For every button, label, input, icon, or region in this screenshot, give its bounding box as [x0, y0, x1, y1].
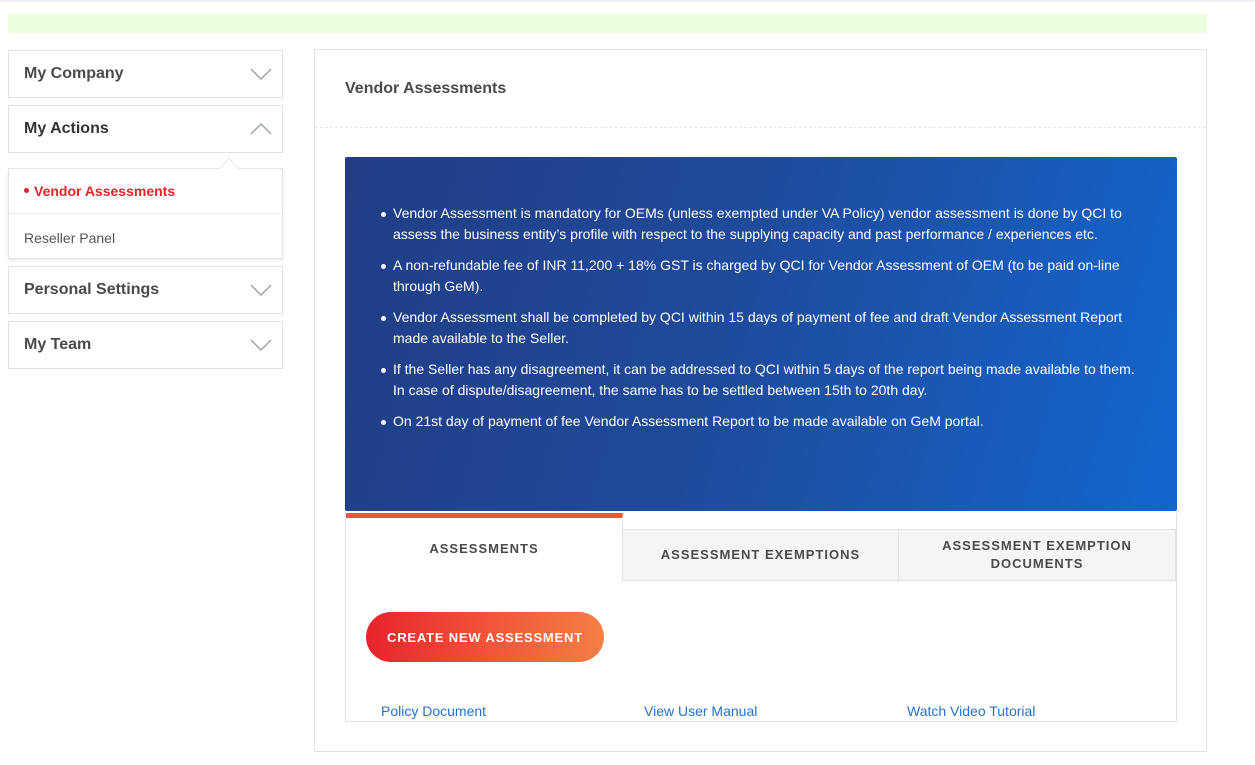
view-user-manual-link[interactable]: View User Manual — [644, 703, 758, 719]
sidebar-section-my-team[interactable] — [8, 321, 283, 369]
notice-banner — [8, 14, 1207, 33]
info-point: Vendor Assessment shall be completed by QCI within 15 days of payment of fee and draft Vendor Assessment Report made available to the Seller. — [381, 307, 1141, 349]
vendor-assessments-card — [314, 49, 1207, 752]
info-point: Vendor Assessment is mandatory for OEMs (unless exempted under VA Policy) vendor assessment is done by QCI to assess the business entity’s profile with respect to the supplying capacity and past performance / experiences etc. — [381, 203, 1141, 245]
sidebar-section-label: My Actions — [24, 120, 109, 137]
page-title: Vendor Assessments — [345, 80, 507, 97]
sidebar-section-personal-settings[interactable] — [8, 266, 283, 314]
chevron-down-icon — [250, 338, 272, 352]
info-list — [381, 203, 1141, 432]
title-divider — [315, 127, 1206, 128]
sidebar-section-label: My Company — [24, 65, 124, 82]
tab-assessments[interactable]: ASSESSMENTS — [346, 513, 623, 581]
chevron-down-icon — [250, 283, 272, 297]
chevron-up-icon — [250, 122, 272, 136]
create-new-assessment-button[interactable]: CREATE NEW ASSESSMENT — [366, 612, 604, 662]
sidebar-section-my-company[interactable] — [8, 50, 283, 98]
policy-document-link[interactable]: Policy Document — [381, 703, 487, 719]
info-point: If the Seller has any disagreement, it can be addressed to QCI within 5 days of the report being made available to them. In case of dispute/disagreement, the same has to be settled between 15th to 20th day. — [381, 359, 1141, 401]
tabs-panel — [345, 513, 1177, 722]
sidebar-item-label: Vendor Assessments — [34, 183, 176, 199]
my-actions-submenu — [8, 168, 283, 259]
sidebar-section-label: Personal Settings — [24, 281, 160, 298]
info-panel — [345, 157, 1177, 511]
watch-video-tutorial-link[interactable]: Watch Video Tutorial — [907, 703, 1036, 719]
chevron-down-icon — [250, 67, 272, 81]
tab-assessment-exemption-documents[interactable]: ASSESSMENT EXEMPTION DOCUMENTS — [898, 529, 1176, 581]
sidebar-item-reseller-panel[interactable] — [9, 215, 282, 260]
active-dot-icon — [24, 188, 29, 193]
top-divider — [0, 0, 1255, 2]
tab-assessment-exemptions[interactable]: ASSESSMENT EXEMPTIONS — [622, 529, 899, 581]
sidebar-section-label: My Team — [24, 336, 92, 353]
sidebar-section-my-actions[interactable] — [8, 105, 283, 153]
sidebar-item-vendor-assessments[interactable] — [9, 169, 282, 214]
tabs-underline — [623, 580, 1176, 581]
info-point: A non-refundable fee of INR 11,200 + 18% GST is charged by QCI for Vendor Assessment of OEM (to be paid on-line through GeM). — [381, 255, 1141, 297]
info-point: On 21st day of payment of fee Vendor Assessment Report to be made available on GeM portal. — [381, 411, 1141, 432]
sidebar-item-label: Reseller Panel — [24, 229, 116, 246]
